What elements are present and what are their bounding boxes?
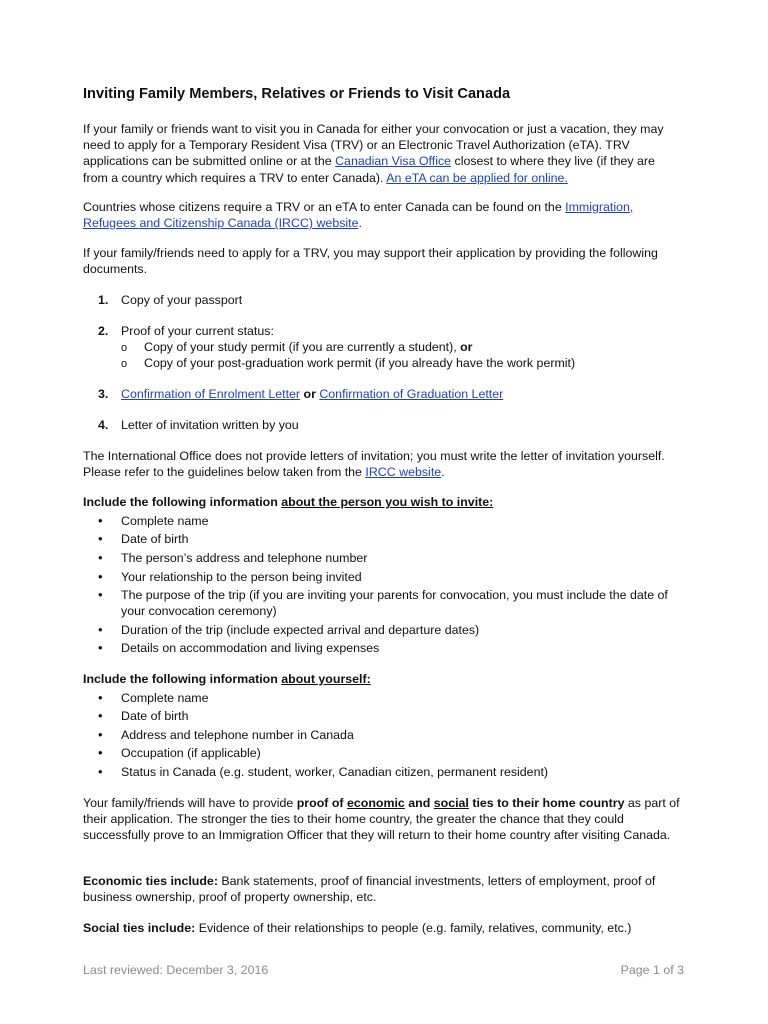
bullet-icon: • [98,690,103,705]
item-text: Proof of your current status: [121,324,274,338]
economic-ties-paragraph: Economic ties include: Bank statements, proof of financial investments, letters of employment, proof of business ownership, proof of property ownership, etc. [83,874,656,905]
item-text: Letter of invitation written by you [121,418,299,432]
enrolment-letter-link[interactable]: Confirmation of Enrolment Letter [121,387,301,401]
invitee-bullet-item: • The person’s address and telephone number [98,550,368,565]
social-ties-label: Social ties include: [83,921,196,935]
bullet-icon: • [98,569,103,584]
invitee-bullet-item: • Duration of the trip (include expected arrival and departure dates) [98,622,480,637]
page-title: Inviting Family Members, Relatives or Friends to Visit Canada [83,86,511,102]
yourself-bullet-item: • Address and telephone number in Canada [98,727,354,742]
ties-paragraph: Your family/friends will have to provide proof of economic and social ties to their home country as part of their application. The stronger the ties to their home country, the greater the chance that they could successfully prove to an Immigration Officer that they will return to their home country after visiting Canada. [83,796,680,843]
countries-text-1: Countries whose citizens require a TRV or an eTA to enter Canada can be found on the [83,200,566,214]
invitee-heading: Include the following information about the person you wish to invite: [83,495,494,509]
international-office-paragraph: The International Office does not provide letters of invitation; you must write the letter of invitation yourself. Please refer to the guidelines below taken from the IRCC website. [83,449,665,480]
countries-paragraph [83,199,683,231]
yourself-heading: Include the following information about yourself: [83,672,371,686]
yourself-bullet-item: • Date of birth [98,708,189,723]
item-number: 2. [98,324,109,338]
bullet-icon: • [98,531,103,546]
ircc-website-link-2[interactable]: IRCC website [365,465,442,480]
bullet-icon: • [98,513,103,528]
bullet-icon: • [98,587,103,602]
intro-text-1: If your family or friends want to visit you in Canada for either your convocation or just a vacation, they may need to apply for a Temporary Resident Visa (TRV) or an Electronic Travel Authorization (eTA). TRV applications can be submitted online or at the [83,122,664,169]
item-number: 1. [98,293,109,307]
support-paragraph: If your family/friends need to apply for a TRV, you may support their application by providing the following documents. [83,246,658,277]
social-ties-paragraph: Social ties include: Evidence of their relationships to people (e.g. family, relatives, community, etc.) [83,921,632,935]
bullet-icon: • [98,745,103,760]
yourself-bullet-item: • Complete name [98,690,209,705]
eta-online-link[interactable]: An eTA can be applied for online. [386,170,568,185]
invitee-bullet-item: • Your relationship to the person being invited [98,569,362,584]
bullet-icon: • [98,727,103,742]
intro-text-2: closest to where they live (if they are from a country which requires a TRV to enter Canada). [83,154,655,185]
yourself-bullet-item: • Status in Canada (e.g. student, worker, Canadian citizen, permanent resident) [98,764,549,779]
graduation-letter-link[interactable]: Confirmation of Graduation Letter [319,387,504,401]
page-number-footer: Page 1 of 3 [620,963,684,977]
document-item-1 [98,292,242,308]
status-subitem-study-permit: o Copy of your study permit (if you are currently a student), or [121,339,473,356]
intro-paragraph [83,121,683,186]
bullet-icon: • [98,640,103,655]
document-item-2 [98,323,274,339]
invitee-bullet-item: • Complete name [98,513,209,528]
sub-bullet-icon: o [121,358,128,370]
invitee-bullet-item: • Date of birth [98,531,189,546]
bullet-icon: • [98,764,103,779]
sub-bullet-icon: o [121,342,128,354]
document-item-3: 3. Confirmation of Enrolment Letter or Confirmation of Graduation Letter [98,387,504,401]
yourself-bullet-item: • Occupation (if applicable) [98,745,261,760]
countries-text-2: . [358,216,362,231]
document-item-4 [98,417,299,433]
invitee-bullet-item: • Details on accommodation and living expenses [98,640,380,655]
item-number: 3. [98,387,109,401]
economic-ties-label: Economic ties include: [83,874,218,888]
invitee-bullet-item: • The purpose of the trip (if you are inviting your parents for convocation, you must include the date of your convocation ceremony) [98,587,668,619]
bullet-icon: • [98,622,103,637]
canadian-visa-office-link[interactable]: Canadian Visa Office [335,154,452,169]
item-number: 4. [98,418,109,432]
ircc-website-link[interactable]: Immigration, Refugees and Citizenship Canada (IRCC) website [83,200,634,231]
item-text: Copy of your passport [121,293,243,307]
last-reviewed-footer: Last reviewed: December 3, 2016 [83,963,269,977]
status-subitem-work-permit: o Copy of your post-graduation work permit (if you already have the work permit) [121,355,575,372]
bullet-icon: • [98,550,103,565]
bullet-icon: • [98,708,103,723]
